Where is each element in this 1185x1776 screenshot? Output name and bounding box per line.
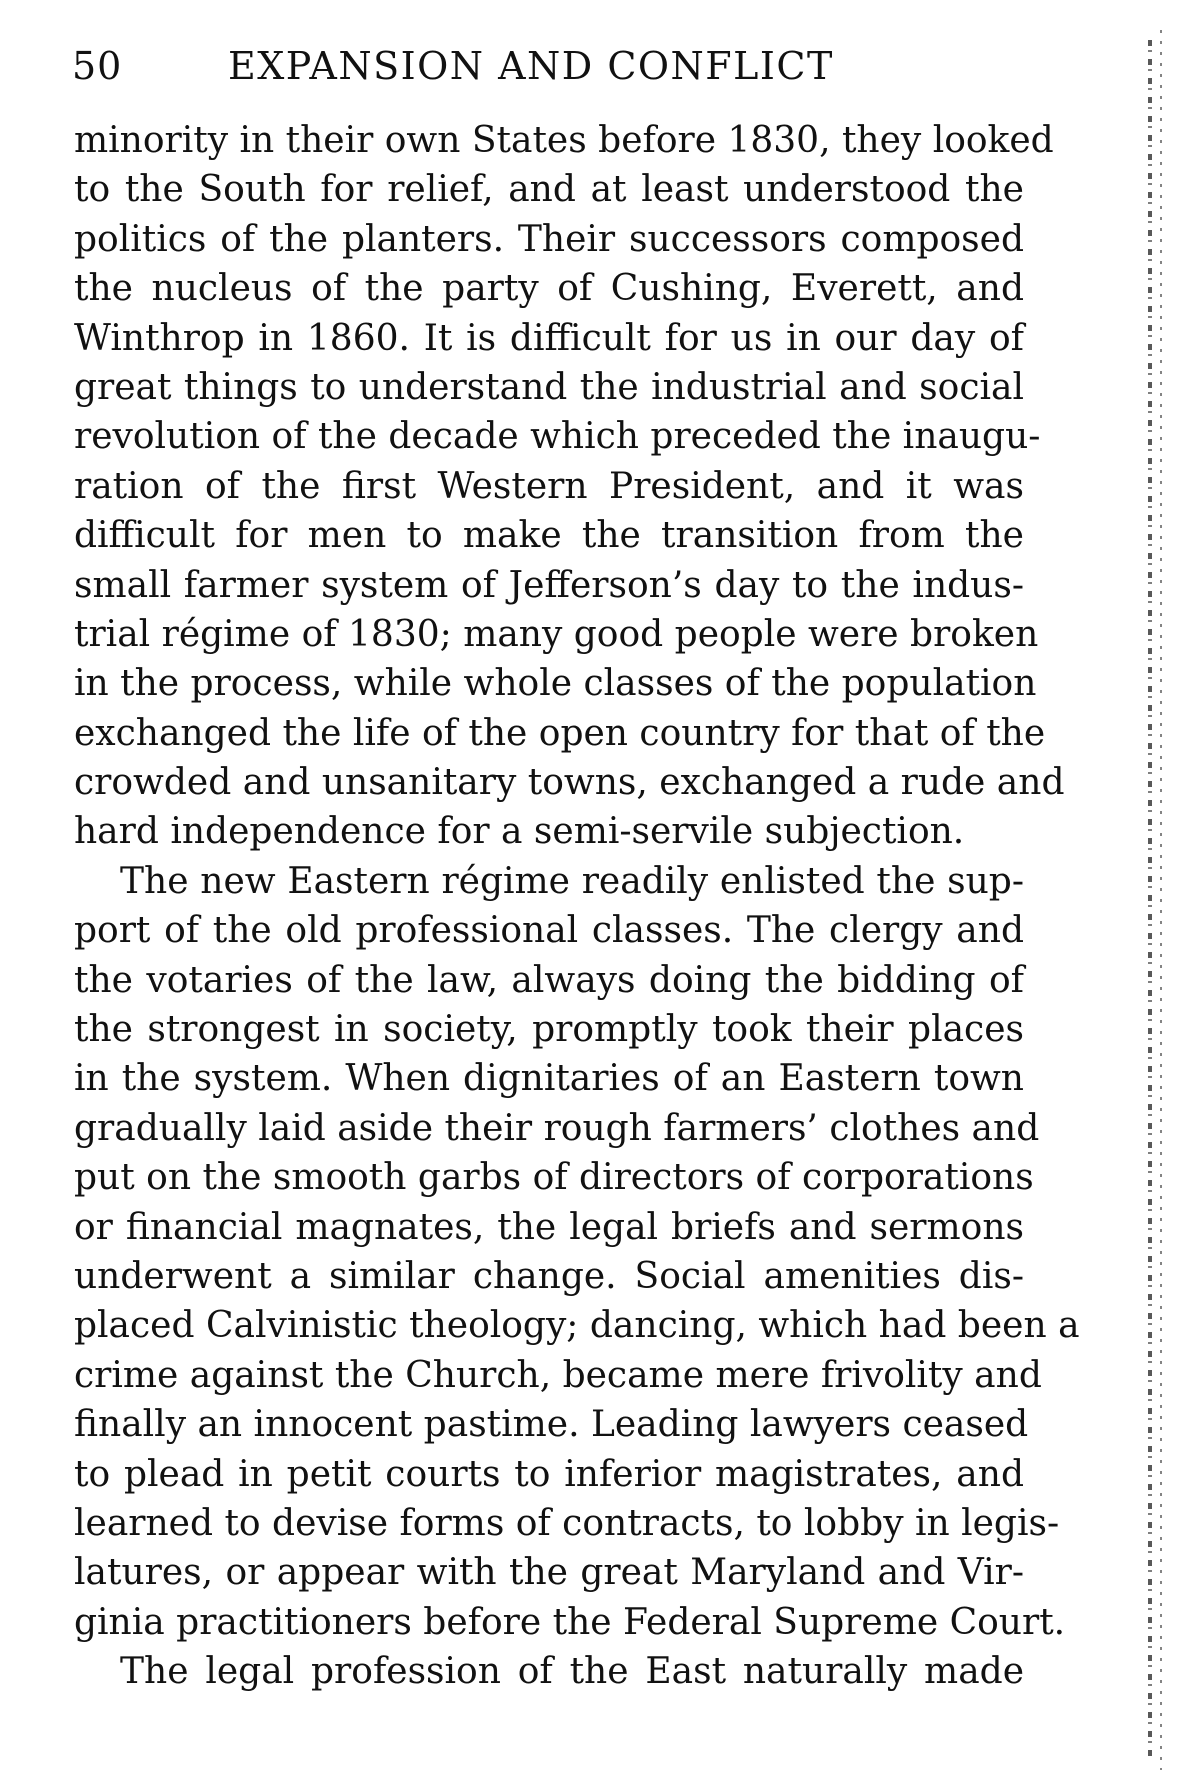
text-line: trial régime of 1830; many good people were broken [74, 613, 1039, 655]
text-line: placed Calvinistic theology; dancing, which had been a [74, 1305, 1080, 1347]
page-header [72, 44, 1032, 94]
text-line: the strongest in society, promptly took their places [74, 1009, 1024, 1051]
text-line: put on the smooth garbs of directors of corporations [74, 1157, 1034, 1199]
text-line: to the South for relief, and at least understood the [74, 169, 1024, 211]
page-gutter-edge [1148, 40, 1152, 1760]
paragraph-end-line: ginia practitioners before the Federal Supreme Court. [74, 1601, 1066, 1643]
text-line: crowded and unsanitary towns, exchanged a rude and [74, 762, 1065, 804]
text-line: gradually laid aside their rough farmers’ clothes and [74, 1107, 1040, 1149]
text-line: or financial magnates, the legal briefs and sermons [74, 1206, 1024, 1248]
text-line: politics of the planters. Their successors composed [74, 218, 1024, 260]
paragraph-start-line: The legal profession of the East naturally made [120, 1651, 1024, 1693]
text-line: to plead in petit courts to inferior magistrates, and [74, 1453, 1024, 1495]
page-gutter-edge-secondary [1160, 30, 1162, 1770]
text-line: port of the old professional classes. The clergy and [74, 910, 1024, 952]
text-line: ration of the first Western President, and it was [74, 465, 1024, 507]
running-head: EXPANSION AND CONFLICT [228, 44, 834, 88]
text-line: great things to understand the industrial and social [74, 366, 1024, 408]
body-text [74, 116, 1080, 1697]
text-line: minority in their own States before 1830, they looked [74, 120, 1054, 161]
paragraph-end-line: hard independence for a semi-servile subjection. [74, 811, 965, 853]
text-line: in the system. When dignitaries of an Eastern town [74, 1058, 1024, 1100]
text-line: difficult for men to make the transition from the [74, 515, 1024, 557]
text-line: Winthrop in 1860. It is difficult for us in our day of [74, 317, 1024, 359]
text-line: the nucleus of the party of Cushing, Everett, and [74, 268, 1024, 310]
text-line: learned to devise forms of contracts, to lobby in legis- [74, 1502, 1060, 1544]
text-line: finally an innocent pastime. Leading lawyers ceased [74, 1404, 1029, 1446]
text-line: the votaries of the law, always doing the bidding of [74, 959, 1024, 1001]
text-line: revolution of the decade which preceded the inaugu- [74, 416, 1041, 458]
text-line: in the process, while whole classes of the population [74, 663, 1037, 705]
text-line: latures, or appear with the great Maryland and Vir- [74, 1552, 1024, 1594]
paragraph-start-line: The new Eastern régime readily enlisted the sup- [120, 860, 1024, 902]
text-line: small farmer system of Jefferson’s day to the indus- [74, 564, 1024, 606]
page-number: 50 [72, 44, 123, 88]
text-line: exchanged the life of the open country for that of the [74, 712, 1046, 754]
text-line: crime against the Church, became mere frivolity and [74, 1354, 1042, 1396]
text-line: underwent a similar change. Social amenities dis- [74, 1255, 1024, 1297]
